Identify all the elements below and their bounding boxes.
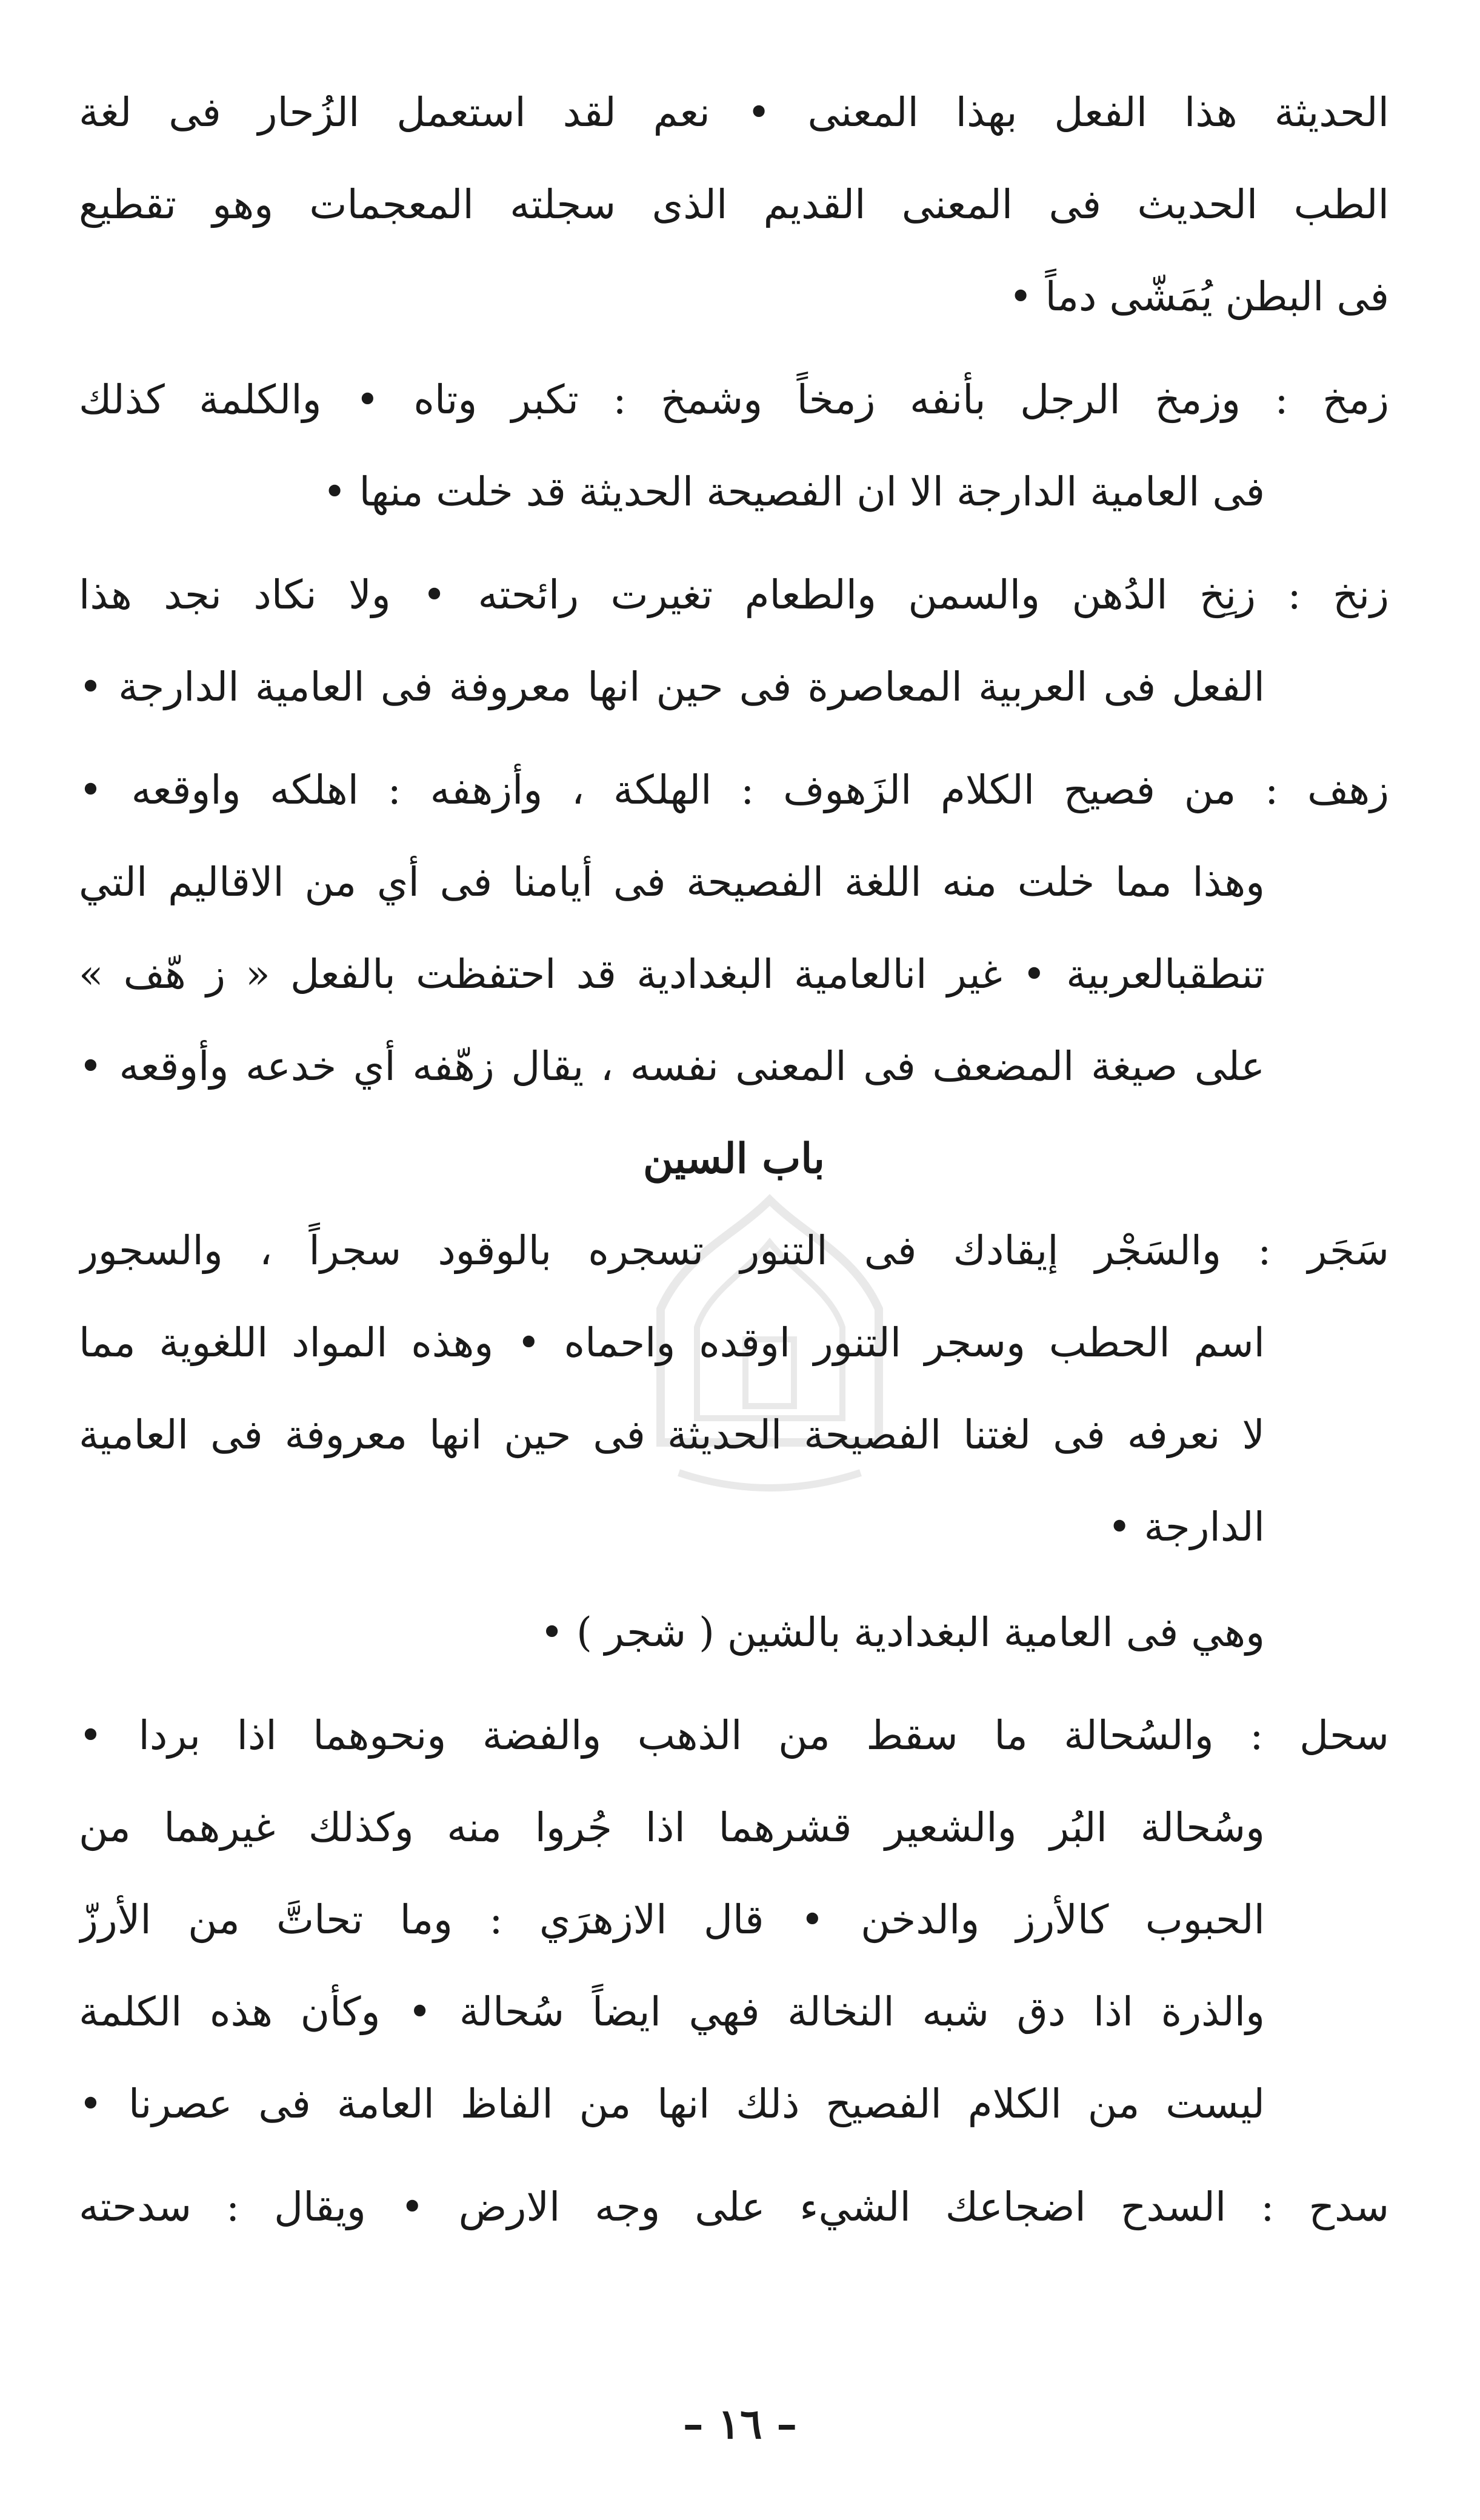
dictionary-entry [79, 2161, 1389, 2253]
dictionary-entry [79, 354, 1389, 538]
text-line: الطب الحديث فى المعنى القديم الذى سجلته المعجمات وهو تقطيع [79, 181, 1389, 228]
text-line: فى البطن يُمَشّى دماً • [1008, 273, 1389, 320]
text-line: اسم الحطب وسجر التنور اوقده واحماه • وهذه المواد اللغوية مما [79, 1319, 1265, 1366]
text-line: ليست من الكلام الفصيح ذلك انها من الفاظ العامة فى عصرنا • [79, 2081, 1265, 2127]
text-line: على صيغة المضعف فى المعنى نفسه ، يقال زهّفه أي خدعه وأوقعه • [79, 1043, 1265, 1090]
text-line: لا نعرفه فى لغتنا الفصيحة الحديثة فى حين انها معروفة فى العامية [79, 1412, 1265, 1458]
text-line: سحل : والسُحالة ما سقط من الذهب والفضة ونحوهما اذا بردا • [79, 1712, 1389, 1759]
page-text [79, 67, 1389, 2253]
text-line: الحبوب كالأرز والدخن • قال الازهرَي : وما تحاتَّ من الأرزّ [79, 1896, 1265, 1943]
text-line: والذرة اذا دق شبه النخالة فهي ايضاً سُحالة • وكأن هذه الكلمة [79, 1988, 1265, 2035]
dictionary-entry [79, 744, 1389, 1113]
dictionary-entry [79, 1690, 1389, 2150]
text-line: فى العامية الدارجة الا ان الفصيحة الحديثة قد خلت منها • [322, 468, 1265, 515]
text-line: زهف : من فصيح الكلام الزَهوف : الهلكة ، وأزهفه : اهلكه واوقعه • [79, 767, 1389, 813]
text-line: وهذا مما خلت منه اللغة الفصيحة فى أيامنا فى أي من الاقاليم التي [79, 859, 1265, 905]
text-line: الدارجة • [1107, 1504, 1265, 1550]
text-line: تنطقبالعربية • غير انالعامية البغدادية قد احتفظت بالفعل « ز هّف » [79, 951, 1265, 998]
text-line: سدح : السدح اضجاعك الشيء على وجه الارض • ويقال : سدحته [79, 2184, 1389, 2230]
section-heading: باب السين [643, 1135, 825, 1183]
text-line: زنخ : زنِخ الدُهن والسمن والطعام تغيرت رائحته • ولا نكاد نجد هذا [79, 572, 1389, 618]
dictionary-entry [79, 1205, 1389, 1679]
text-line: سَجَر : والسَجْر إيقادك فى التنور تسجره بالوقود سجراً ، والسجور [79, 1227, 1389, 1274]
text-line: وسُحالة البُر والشعير قشرهما اذا جُروا منه وكذلك غيرهما من [79, 1804, 1265, 1851]
dictionary-entry [79, 549, 1389, 733]
text-line: وهي فى العامية البغدادية بالشين ( شجر ) • [540, 1609, 1265, 1656]
text-line: الحديثة هذا الفعل بهذا المعنى • نعم لقد استعمل الزُحار فى لغة [79, 89, 1389, 136]
page-number: – ١٦ – [682, 2400, 798, 2448]
intro-paragraph [79, 67, 1389, 343]
text-line: الفعل فى العربية المعاصرة فى حين انها معروفة فى العامية الدارجة • [79, 664, 1265, 710]
text-line: زمخ : وزمخ الرجل بأنفه زمخاً وشمخ : تكبر وتاه • والكلمة كذلك [79, 376, 1389, 423]
